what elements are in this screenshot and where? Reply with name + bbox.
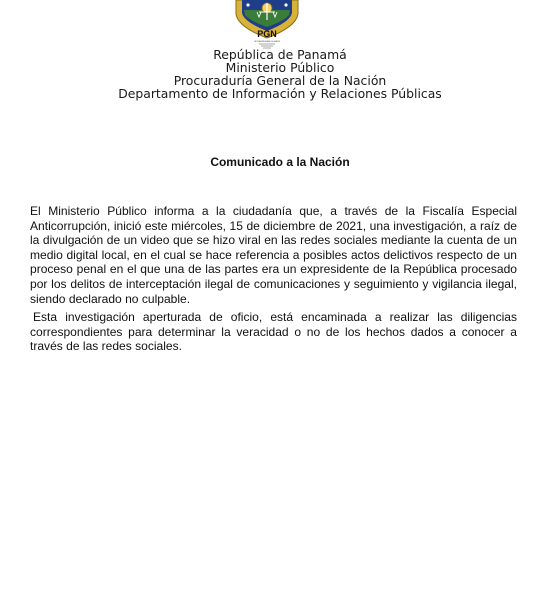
pgn-seal-icon [232, 0, 302, 50]
pgn-seal-logo [232, 0, 302, 50]
letterhead-department: Departamento de Información y Relaciones Públicas [118, 86, 442, 101]
body-paragraph-1: El Ministerio Público informa a la ciudadanía que, a través de la Fiscalía Especial Anticorrupción, inició este miércoles, 15 de diciembre de 2021, una investigación, a raíz de la divulgación de un video que se hizo viral en las redes sociales mediante la cuenta de un medio digital local, en el cual se hace referencia a posibles actos delictivos respecto de un proceso penal en el que una de las partes era un expresidente de la República procesado por los delitos de interceptación ilegal de comunicaciones y seguimiento y vigilancia ilegal, siendo declarado no culpable. [30, 204, 517, 306]
letterhead-office: Procuraduría General de la Nación [173, 73, 387, 88]
body-paragraph-2: Esta investigación aperturada de oficio, está encaminada a realizar las diligencias correspondientes para determinar la veracidad o no de los hechos dados a conocer a través de las redes sociales. [30, 310, 517, 354]
document-title: Comunicado a la Nación [210, 155, 350, 169]
letterhead-country: República de Panamá [213, 47, 347, 62]
seal-motto: PROCURADURÍA GENERAL DE LA NACIÓN [254, 41, 299, 43]
letterhead-ministry: Ministerio Público [225, 60, 335, 75]
letterhead [0, 48, 560, 100]
seal-acronym: PGN [257, 29, 277, 39]
